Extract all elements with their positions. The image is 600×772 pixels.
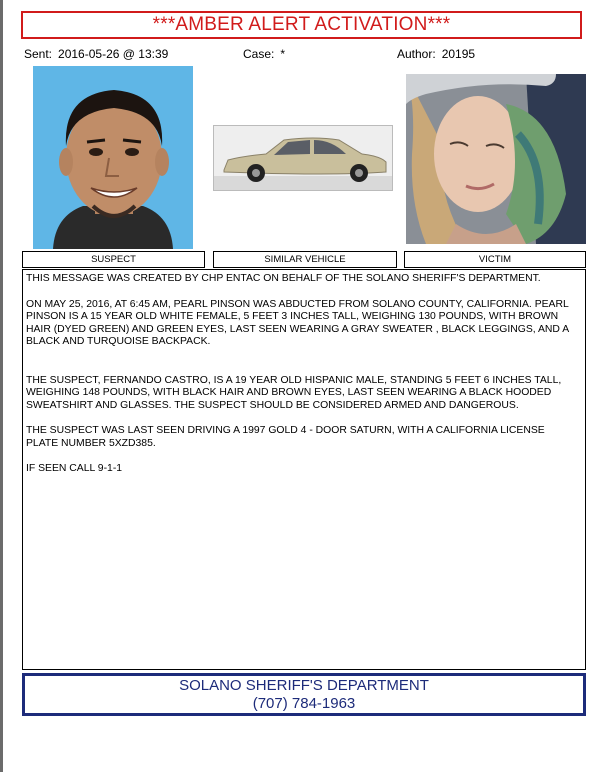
author-field xyxy=(397,47,475,61)
case-label: Case: xyxy=(243,47,275,61)
agency-contact-box xyxy=(22,673,586,716)
caption-vehicle-text: SIMILAR VEHICLE xyxy=(264,254,346,265)
victim-photo xyxy=(406,74,586,244)
case-field xyxy=(243,47,285,61)
car-illustration xyxy=(214,126,393,191)
sent-label: Sent: xyxy=(24,47,53,61)
message-body xyxy=(22,269,586,670)
agency-name: SOLANO SHERIFF'S DEPARTMENT xyxy=(179,676,429,694)
page-left-edge xyxy=(0,0,3,772)
case-value: * xyxy=(280,47,286,61)
agency-phone: (707) 784-1963 xyxy=(252,694,356,712)
message-paragraph: THIS MESSAGE WAS CREATED BY CHP ENTAC ON BEHALF OF THE SOLANO SHERIFF'S DEPARTMENT. xyxy=(26,273,541,284)
sent-value: 2016-05-26 @ 13:39 xyxy=(58,47,169,61)
author-value: 20195 xyxy=(441,47,476,61)
vehicle-photo xyxy=(213,125,393,191)
caption-victim-text: VICTIM xyxy=(478,254,512,265)
message-paragraph: IF SEEN CALL 9-1-1 xyxy=(26,463,123,474)
suspect-photo xyxy=(33,66,193,249)
message-paragraph: THE SUSPECT WAS LAST SEEN DRIVING A 1997 GOLD 4 - DOOR SATURN, WITH A CALIFORNIA LICENSE PLATE NUMBER 5XZD385. xyxy=(26,425,545,449)
caption-vehicle xyxy=(213,251,397,268)
sent-field xyxy=(24,47,168,61)
caption-suspect xyxy=(22,251,205,268)
message-paragraph: ON MAY 25, 2016, AT 6:45 AM, PEARL PINSON WAS ABDUCTED FROM SOLANO COUNTY, CALIFORNIA. PEARL PINSON IS A 15 YEAR OLD WHITE FEMALE, 5 FEET 3 INCHES TALL, WEIGHING 130 POUNDS, WITH BROWN HAIR (DYED GREEN) AND GREEN EYES, LAST SEEN WEARING A GRAY SWEATER , BLACK LEGGINGS, AND A BLACK AND TURQUOISE BACKPACK. xyxy=(26,298,569,347)
victim-portrait-illustration xyxy=(406,74,586,244)
alert-title xyxy=(21,11,582,39)
message-paragraph: THE SUSPECT, FERNANDO CASTRO, IS A 19 YEAR OLD HISPANIC MALE, STANDING 5 FEET 6 INCHES TALL, WEIGHING 148 POUNDS, WITH BLACK HAIR AND BROWN EYES, LAST SEEN WEARING A BLACK HOODED SWEATSHIRT AND GLASSES. THE SUSPECT SHOULD BE CONSIDERED ARMED AND DANGEROUS. xyxy=(26,374,562,411)
alert-title-text: ***AMBER ALERT ACTIVATION*** xyxy=(152,14,451,35)
caption-suspect-text: SUSPECT xyxy=(91,254,136,265)
suspect-portrait-illustration xyxy=(33,66,193,249)
caption-victim xyxy=(404,251,586,268)
author-label: Author: xyxy=(397,47,436,61)
